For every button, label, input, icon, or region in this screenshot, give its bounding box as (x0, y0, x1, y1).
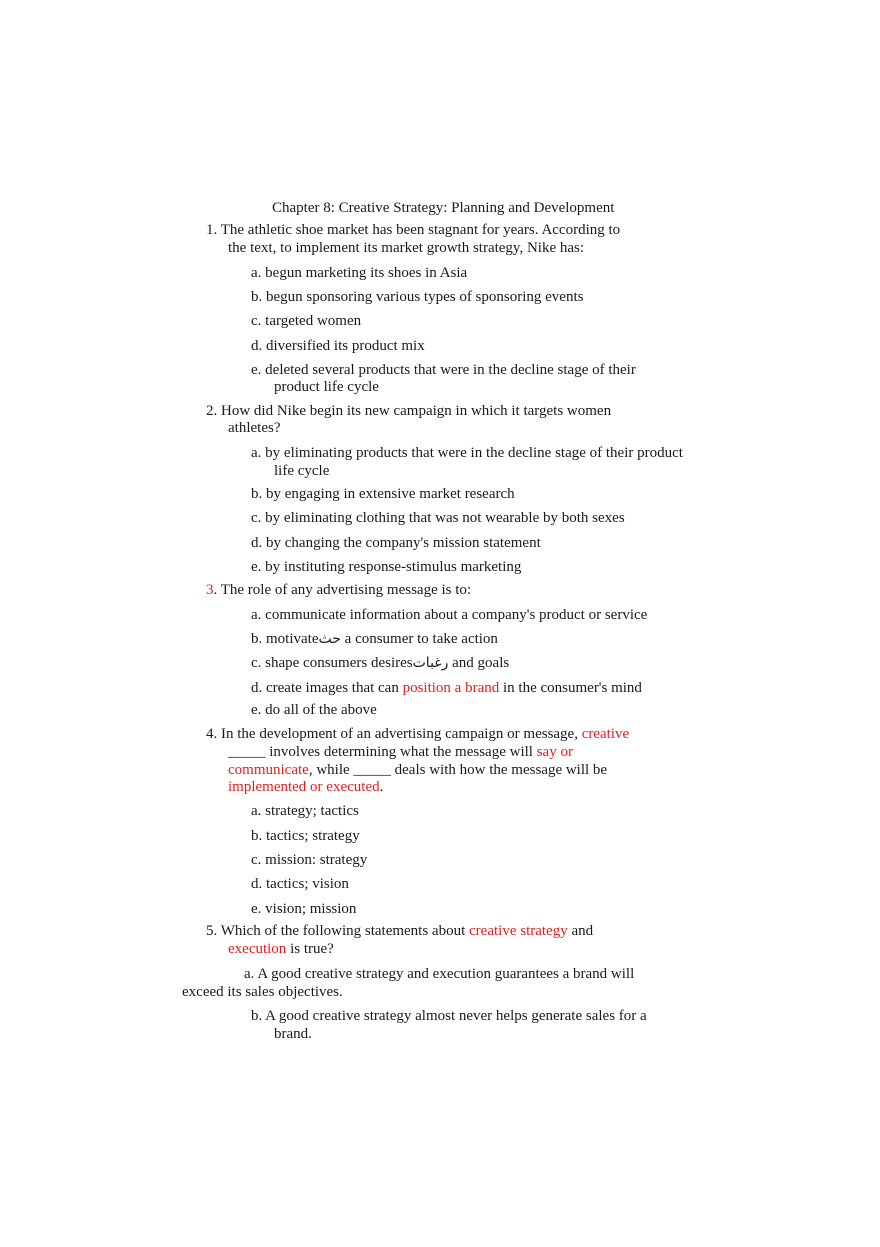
q3-option-a: a. communicate information about a company's product or service (251, 607, 648, 623)
q4-stem-line4-text: . (379, 779, 384, 795)
q3-option-d-post: in the consumer's mind (499, 680, 642, 696)
q4-option-b: b. tactics; strategy (251, 828, 360, 844)
q3-option-e: e. do all of the above (251, 702, 377, 718)
q3-option-c (251, 654, 509, 672)
q4-stem-line3-text: , while _____ deals with how the message will be (308, 762, 608, 778)
q4-stem-line1-highlight: creative (581, 726, 630, 742)
q3-stem (206, 581, 471, 599)
q5-stem-line1-post: and (567, 923, 594, 939)
q5-stem-line2-highlight: execution (228, 941, 287, 957)
q3-option-b (251, 630, 498, 648)
q3-option-d-highlight: position a brand (402, 680, 500, 696)
q3-option-d (251, 679, 642, 697)
q5-option-a-line1: a. A good creative strategy and execution guarantees a brand will (244, 966, 635, 982)
q4-stem-line4 (228, 778, 383, 796)
q3-option-b-arabic: حث (318, 631, 341, 647)
q1-stem-line2: the text, to implement its market growth strategy, Nike has: (228, 240, 585, 256)
q4-option-d: d. tactics; vision (251, 876, 349, 892)
q3-option-b-post: a consumer to take action (340, 631, 498, 647)
q1-option-e-line2: product life cycle (274, 379, 379, 395)
q5-stem-line1-highlight: creative strategy (469, 923, 568, 939)
q1-option-a: a. begun marketing its shoes in Asia (251, 265, 468, 281)
q3-stem-text: . The role of any advertising message is to: (213, 582, 472, 598)
q1-stem-line1: 1. The athletic shoe market has been stagnant for years. According to (206, 222, 621, 238)
page-title: Chapter 8: Creative Strategy: Planning and Development (272, 200, 615, 216)
q5-stem-line1 (206, 922, 593, 940)
q5-stem-line2 (228, 940, 334, 958)
q1-option-e-line1: e. deleted several products that were in the decline stage of their (251, 362, 636, 378)
q4-stem-line1-text: 4. In the development of an advertising campaign or message, (206, 726, 582, 742)
q4-stem-line3 (228, 761, 607, 779)
q3-number: 3 (206, 582, 214, 598)
q5-stem-line2-text: is true? (286, 941, 334, 957)
q2-option-c: c. by eliminating clothing that was not wearable by both sexes (251, 510, 625, 526)
q4-option-e: e. vision; mission (251, 901, 357, 917)
q2-option-d: d. by changing the company's mission statement (251, 535, 541, 551)
q2-stem-line2: athletes? (228, 420, 281, 436)
q4-stem-line3-highlight: communicate (228, 762, 309, 778)
q1-option-d: d. diversified its product mix (251, 338, 425, 354)
q4-stem-line2 (228, 743, 573, 761)
q2-option-e: e. by instituting response-stimulus marketing (251, 559, 522, 575)
q5-option-a-line2: exceed its sales objectives. (182, 984, 343, 1000)
q5-stem-line1-text: 5. Which of the following statements about (206, 923, 470, 939)
q3-option-c-arabic: رغبات (412, 655, 449, 671)
q4-stem-line4-highlight: implemented or executed (228, 779, 380, 795)
q3-option-b-pre: b. motivate (251, 631, 319, 647)
q4-stem-line1 (206, 725, 629, 743)
q2-option-a-line1: a. by eliminating products that were in the decline stage of their product (251, 445, 683, 461)
q4-option-c: c. mission: strategy (251, 852, 368, 868)
q2-option-b: b. by engaging in extensive market research (251, 486, 515, 502)
q5-option-b-line1: b. A good creative strategy almost never helps generate sales for a (251, 1008, 647, 1024)
q4-stem-line2-highlight: say or (536, 744, 573, 760)
q1-option-b: b. begun sponsoring various types of sponsoring events (251, 289, 584, 305)
q3-option-c-post: and goals (448, 655, 510, 671)
q2-stem-line1: 2. How did Nike begin its new campaign in which it targets women (206, 403, 612, 419)
q3-option-d-pre: d. create images that can (251, 680, 403, 696)
q4-stem-line2-text: _____ involves determining what the message will (228, 744, 537, 760)
q4-option-a: a. strategy; tactics (251, 803, 359, 819)
q1-option-c: c. targeted women (251, 313, 362, 329)
q2-option-a-line2: life cycle (274, 463, 330, 479)
q5-option-b-line2: brand. (274, 1026, 312, 1042)
q3-option-c-pre: c. shape consumers desires (251, 655, 413, 671)
